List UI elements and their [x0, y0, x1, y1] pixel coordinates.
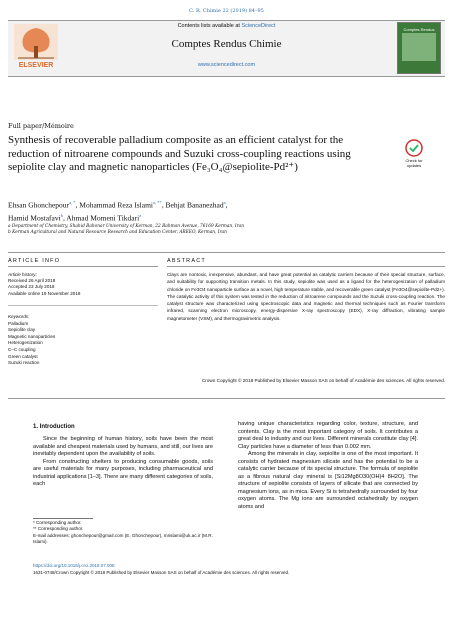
keyword: Green catalyst	[8, 353, 38, 359]
author-name: Behjat Bananezhad	[165, 200, 224, 210]
journal-url-link[interactable]: www.sciencedirect.com	[197, 62, 256, 68]
author-name: Hamid Mostafavi	[8, 213, 61, 222]
article-info-heading: ARTICLE INFO	[8, 258, 61, 264]
affiliation-a: a Department of Chemistry, Shahid Bahonar University of Kerman, 22 Bahman Avenue, 76169 Kerman, Iran	[8, 224, 245, 229]
abstract-text: Clays are nontoxic, inexpensive, abundant, and have great potential as catalytic carriers because of their special structure, surface, and suitability for supporting transition metals. In this study, sepiolite was used as a ligand for the heterogenization of palladium chloride on Fe3O4 nanoparticle surface as a novel, high temperature stable, and recoverable green catalyst (Fe3O4@sepiolite-Pd2+). The catalytic activity of this system was tested in the reduction of nitroarene compounds and the Suzuki cross-coupling reaction. The catalyst structure was characterized using spectroscopic data and magnetic and thermal techniques such as Fourier transform infrared, scanning electron microscopy, energy-dispersive X-ray spectroscopy (EDX), X-ray diffraction, vibrating sample magnetometer (VSM), and thermogravimetric analysis.	[167, 272, 445, 321]
author-name: Ehsan Ghonchepour	[8, 200, 70, 210]
keywords	[8, 314, 158, 367]
elsevier-wordmark: ELSEVIER	[18, 62, 54, 69]
author-sup[interactable]: a	[223, 200, 226, 205]
history-label: Article history:	[8, 272, 37, 277]
body-column-right	[238, 421, 418, 511]
divider-top	[8, 252, 445, 253]
check-for-updates-badge[interactable]	[399, 138, 429, 170]
keyword: Palladium	[8, 320, 29, 326]
affiliations	[8, 224, 428, 236]
keyword: Suzuki reaction	[8, 360, 40, 366]
author-name: Ahmad Momeni Tikdari	[66, 213, 140, 222]
affiliation-b: b Kerman Agricultural and Natural Resource Research and Education Center, AREEO, Kerman, Iran	[8, 230, 227, 235]
check-updates-icon	[399, 138, 429, 158]
sciencedirect-link[interactable]: ScienceDirect	[241, 23, 276, 29]
info-divider	[8, 266, 158, 267]
divider-bottom	[8, 398, 445, 399]
journal-title: Comptes Rendus Chimie	[171, 38, 282, 50]
footnote-email: E-mail addresses: ghonchepour@gmail.com (E. Ghonchepour), mrislami@uk.ac.ir (M.R. Islami).	[33, 532, 213, 545]
body-column-left	[33, 436, 213, 489]
keywords-divider	[8, 305, 158, 306]
elsevier-logo	[10, 22, 62, 72]
issn-copyright: 1631-0748/Crown Copyright © 2018 Published by Elsevier Masson SAS on behalf of Académie des sciences. All rights reserved.	[33, 570, 290, 575]
author-sup[interactable]: a	[139, 212, 142, 218]
keyword: Sepiolite clay	[8, 327, 36, 333]
article-title: Synthesis of recoverable palladium composite as an efficient catalyst for the reduction of nitroarene compounds and Suzuki cross-coupling reactions using sepiolite clay and magnetic nanoparticles (Fe₃O₄@sepiolite-Pd²⁺)	[8, 134, 351, 173]
paragraph: From constructing shelters to producing consumable goods, soils are useful materials for many purposes, including pharmaceutical and industrial applications [1–3]. There are many different categories of soils, each	[33, 458, 213, 487]
footnote-rule	[33, 518, 93, 519]
author-list: Ehsan Ghonchepour$^{a, *}$, Mohammad Reza Islami$^{a, **}$, Behjat Bananezhad$^a$, Hamid Mostafavi$^b$, Ahmad Momeni Tikdari$^a$	[8, 200, 228, 222]
footnote: * Corresponding author.	[33, 520, 82, 525]
abstract-copyright: Crown Copyright © 2018 Published by Elsevier Masson SAS on behalf of Académie des sciences. All rights reserved.	[201, 378, 445, 383]
doi-link[interactable]: https://doi.org/10.1016/j.crci.2018.07.008	[33, 563, 115, 568]
keywords-label: Keywords:	[8, 314, 30, 319]
author-name: Mohammad Reza Islami	[79, 200, 154, 210]
section-heading-introduction: 1. Introduction	[33, 424, 75, 430]
keyword: Heterogenization	[8, 340, 43, 346]
abstract-divider	[167, 266, 445, 267]
journal-cover-thumbnail	[397, 22, 441, 74]
journal-cover-title: Comptes Rendus	[403, 27, 435, 32]
paragraph: Since the beginning of human history, soils have been the most available and cheapest materials used by humans, and still, our lives are inevitably dependent upon the availability of soils.	[33, 436, 213, 457]
keyword: Magnetic nanoparticles	[8, 333, 56, 339]
article-history	[8, 272, 158, 297]
article-type: Full paper/Mémoire	[8, 122, 74, 130]
author-sup[interactable]: b	[60, 212, 63, 218]
author-sup[interactable]: a, *	[69, 200, 76, 205]
footnote: ** Corresponding author.	[33, 526, 84, 532]
footnotes	[33, 520, 213, 546]
check-updates-label: Check for updates	[405, 158, 423, 168]
received-date: Received 26 April 2018	[8, 278, 56, 284]
abstract-heading: ABSTRACT	[167, 258, 206, 264]
online-date: Available online 19 November 2018	[8, 290, 81, 296]
journal-citation: C. R. Chimie 22 (2019) 84–95	[189, 8, 264, 14]
contents-line	[0, 23, 453, 29]
author-sup[interactable]: a, **	[153, 200, 162, 205]
paragraph: Among the minerals in clay, sepiolite is one of the most important. It consists of hydrated magnesium silicate and has the potential to be a catalytic carrier because of its special structure. The formula of sepiolite as a fibrous natural clay mineral is [Si12Mg8O30(OH)4 8H2O]. The structure of sepiolite consists of layers of silicate that are connected by magnesium ions, as in mica. Every Si is tetrahedrally surrounded by four oxygen atoms. The Mg ions are surrounded octahedrally by oxygen atoms and	[238, 451, 418, 510]
contents-prefix: Contents lists available at	[177, 23, 242, 29]
accepted-date: Accepted 23 July 2018	[8, 284, 55, 290]
keyword: C–C coupling	[8, 346, 36, 352]
paragraph: having unique characteristics regarding color, texture, structure, and contents. Clay is the most important category of soils. It contributes a great deal to industry and our lives. Different minerals constitute clay [4]. Clay particles have a diameter of less than 0.002 mm.	[238, 421, 418, 450]
